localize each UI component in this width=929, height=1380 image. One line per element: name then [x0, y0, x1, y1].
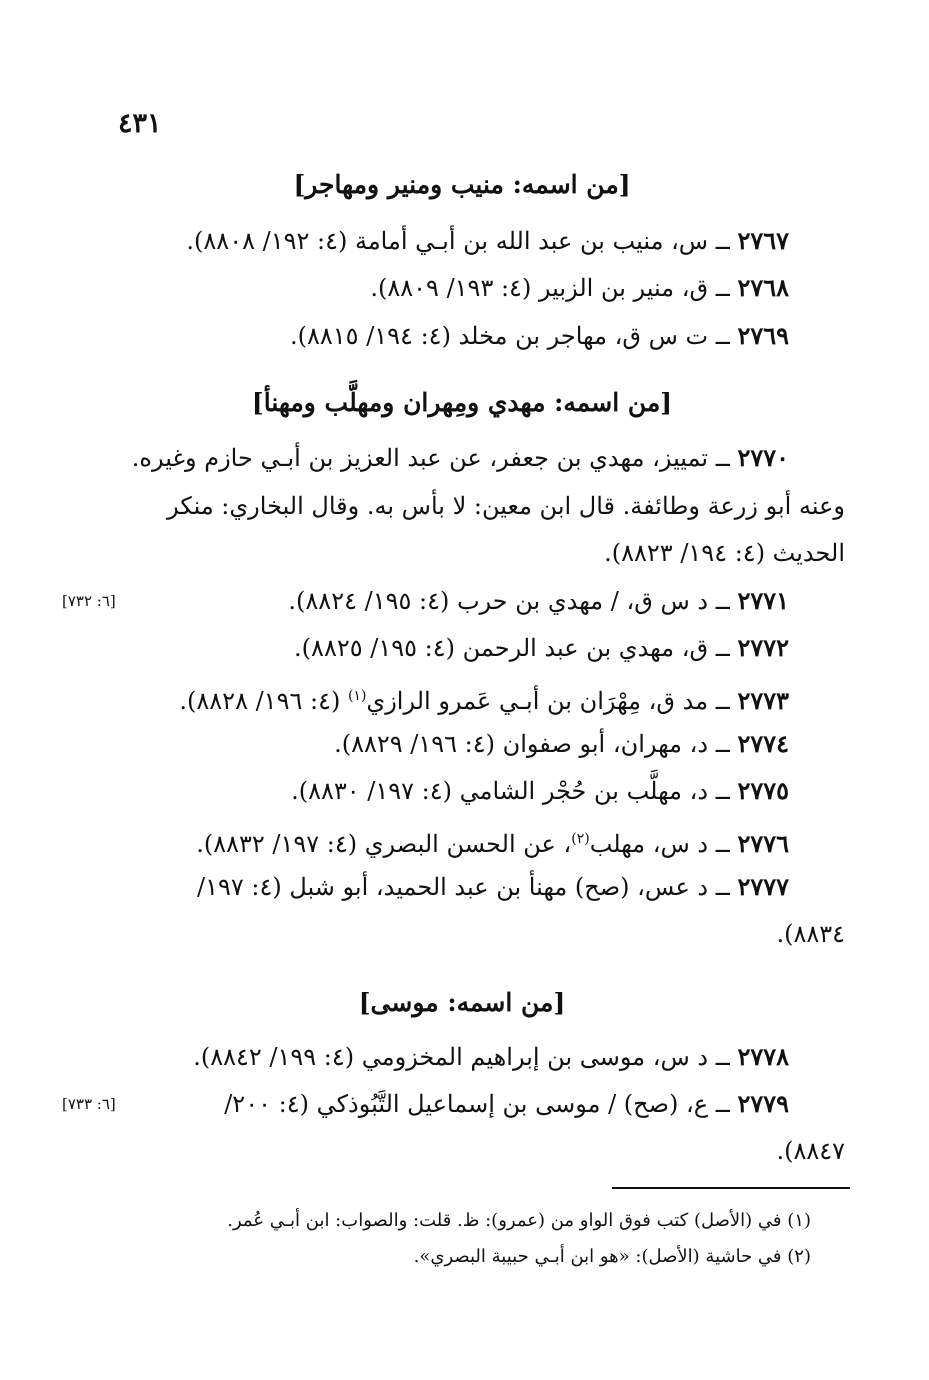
entry-2774	[334, 727, 789, 761]
entry-number: ٢٧٧١	[737, 586, 789, 615]
entry-2775	[291, 774, 789, 808]
footnote-text: في حاشية (الأصل): «هو ابن أبـي حبيبة البصري».	[413, 1246, 782, 1267]
entry-2773	[179, 679, 789, 718]
footnote-number: (١)	[787, 1210, 811, 1231]
entry-number: ٢٧٦٧	[737, 226, 789, 255]
footnote-marker: (١)	[347, 688, 367, 704]
entry-text: (٤: ١٩٦/ ٨٨٢٨).	[179, 687, 348, 715]
entry-text: ــ د، مهران، أبو صفوان (٤: ١٩٦/ ٨٨٢٩).	[334, 730, 730, 758]
entry-text: ، عن الحسن البصري (٤: ١٩٧/ ٨٨٣٢).	[196, 830, 572, 858]
entry-text: ــ د عس، (صح) مهنأ بن عبد الحميد، أبو شبل (٤: ١٩٧/	[196, 873, 730, 901]
entry-text: ــ ت س ق، مهاجر بن مخلد (٤: ١٩٤/ ٨٨١٥).	[290, 322, 730, 350]
footnote-marker: (٢)	[571, 831, 590, 847]
entry-text: ــ د س، مهلب	[589, 830, 730, 858]
section-heading: [من اسمه: منيب ومنير ومهاجر]	[293, 170, 631, 199]
footnote-number: (٢)	[787, 1246, 811, 1267]
entry-number: ٢٧٧٤	[737, 729, 789, 758]
margin-reference: [٦: ٧٣٣]	[62, 1095, 116, 1113]
entry-number: ٢٧٧٥	[737, 776, 789, 805]
entry-text: ــ د، مهلَّب بن حُجْر الشامي (٤: ١٩٧/ ٨٨٣٠).	[291, 777, 730, 805]
footnote-divider	[612, 1187, 850, 1189]
entry-2778	[193, 1040, 789, 1074]
entry-2777	[197, 870, 789, 904]
entry-2771	[288, 584, 789, 618]
entry-text: ــ س، منيب بن عبد الله بن أبـي أمامة (٤: ١٩٢/ ٨٨٠٨).	[186, 227, 730, 255]
entry-number: ٢٧٧٣	[737, 686, 789, 715]
entry-number: ٢٧٧٠	[737, 443, 789, 472]
page-number: ٤٣١	[118, 108, 162, 139]
entry-text: ــ ق، منير بن الزبير (٤: ١٩٣/ ٨٨٠٩).	[370, 274, 730, 302]
entry-number: ٢٧٧٢	[737, 633, 789, 662]
entry-number: ٢٧٦٨	[737, 273, 789, 302]
footnote	[414, 1244, 811, 1270]
entry-2779	[224, 1087, 789, 1121]
entry-text: ــ ع، (صح) / موسى بن إسماعيل التَّبُوذكي (٤: ٢٠٠/	[224, 1090, 730, 1118]
entry-text: ــ د س، موسى بن إبراهيم المخزومي (٤: ١٩٩/ ٨٨٤٢).	[193, 1043, 730, 1071]
entry-text: ــ د س ق، / مهدي بن حرب (٤: ١٩٥/ ٨٨٢٤).	[288, 587, 730, 615]
margin-reference: [٦: ٧٣٢]	[62, 592, 116, 610]
entry-text: ــ مد ق، مِهْرَان بن أبـي عَمرو الرازي	[366, 687, 730, 715]
section-heading: [من اسمه: مهدي ومِهران ومهلَّب ومهنأ]	[251, 388, 673, 417]
entry-2776	[196, 822, 789, 861]
entry-continuation: وعنه أبو زرعة وطائفة. قال ابن معين: لا بأس به. وقال البخاري: منكر	[167, 492, 845, 520]
entry-number: ٢٧٧٧	[737, 872, 789, 901]
entry-number: ٢٧٧٦	[737, 829, 789, 858]
entry-text: ــ تمييز، مهدي بن جعفر، عن عبد العزيز بن أبـي حازم وغيره.	[131, 444, 730, 472]
entry-2769	[290, 319, 789, 353]
entry-2770	[132, 441, 789, 475]
entry-continuation: ٨٨٤٧).	[776, 1137, 845, 1165]
entry-continuation: الحديث (٤: ١٩٤/ ٨٨٢٣).	[604, 539, 845, 567]
entry-text: ــ ق، مهدي بن عبد الرحمن (٤: ١٩٥/ ٨٨٢٥).	[294, 634, 730, 662]
entry-number: ٢٧٧٨	[737, 1042, 789, 1071]
section-heading: [من اسمه: موسى]	[358, 988, 566, 1017]
entry-number: ٢٧٧٩	[737, 1089, 789, 1118]
entry-number: ٢٧٦٩	[737, 321, 789, 350]
footnote	[227, 1208, 811, 1234]
entry-2772	[294, 631, 789, 665]
entry-2767	[186, 224, 789, 258]
entry-2768	[370, 271, 789, 305]
footnote-text: في (الأصل) كتب فوق الواو من (عمرو): ظ. قلت: والصواب: ابن أبـي عُمر.	[227, 1210, 782, 1231]
entry-continuation: ٨٨٣٤).	[776, 920, 845, 948]
